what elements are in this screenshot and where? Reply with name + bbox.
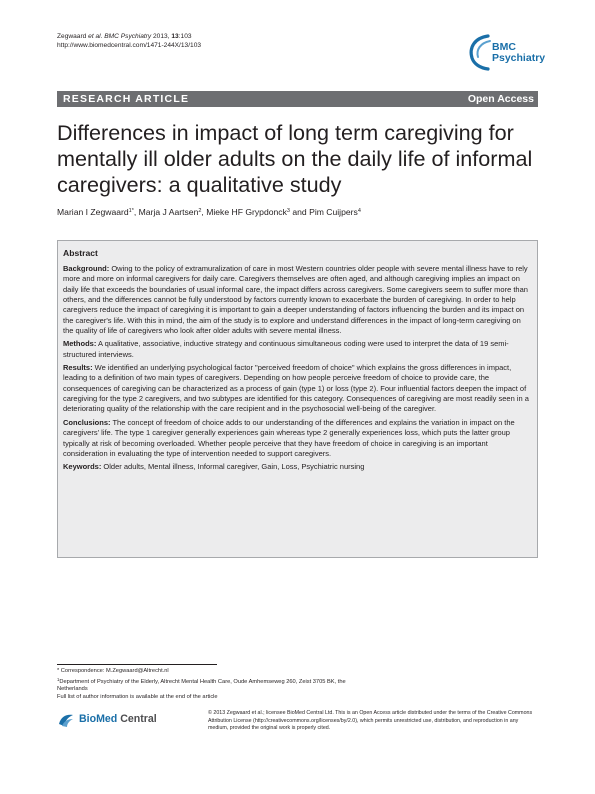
author: Pim Cuijpers$^4$ bbox=[309, 207, 361, 217]
abstract-keywords: Keywords: Older adults, Mental illness, Informal caregiver, Gain, Loss, Psychiatric nursing bbox=[63, 462, 365, 472]
citation-pages: :103 bbox=[178, 33, 192, 40]
citation-year: 2013, bbox=[151, 33, 172, 40]
footnote-divider bbox=[57, 664, 217, 665]
biomed-central-wordmark: BioMed Central bbox=[79, 713, 157, 725]
bmc-swoosh-icon bbox=[466, 32, 494, 72]
abstract-methods: Methods: A qualitative, associative, inductive strategy and continuous simultaneous coding were used to interpret the data of 19 semi-structured interviews. bbox=[63, 339, 509, 359]
author: Marian I Zegwaard$^{1*}$, bbox=[57, 207, 139, 217]
author: Marja J Aartsen$^2$, bbox=[138, 207, 207, 217]
article-title: Differences in impact of long term caregiving for mentally ill older adults on the daily life of informal caregivers: a qualitative study bbox=[57, 120, 533, 197]
correspondence[interactable]: * Correspondence: M.Zegwaard@Altrecht.nl bbox=[57, 668, 169, 674]
abstract-background: Background: Owing to the policy of extramuralization of care in most Western countries older people with severe mental illness have to rely more and more on informal caregivers for daily care. Caregivers themselves are often aged, and although caregiving implies an impact on daily life that exceeds the boundaries of usual informal care, the impact differs across caregivers. Some caregivers seem to suffer more than others, and the differences cannot be fully understood by factors currently known to exacerbate the burden of caregiving. In order to help caregivers reduce the impact of caregiving it is important to gain a deeper understanding of factors influencing the burden and its impact on the caregiver's life. With this in mind, the aim of the study is to explore and understand differences in the impact of long-term caregiving on the quality of life of caregivers who look after older adults with severe mental illness. bbox=[63, 264, 528, 336]
author: Mieke HF Grypdonck$^3$ and bbox=[206, 207, 310, 217]
open-access-label: Open Access bbox=[467, 93, 534, 105]
citation-journal: et al. BMC Psychiatry bbox=[88, 33, 152, 40]
citation bbox=[57, 32, 201, 50]
author-affiliation: 1* bbox=[128, 208, 134, 214]
abstract-body bbox=[63, 264, 533, 476]
citation-line bbox=[57, 32, 201, 41]
citation-volume: 13 bbox=[171, 33, 179, 40]
logo-text-psychiatry: Psychiatry bbox=[492, 52, 546, 64]
author-affiliation: 4 bbox=[357, 208, 361, 214]
footnotes bbox=[57, 668, 357, 702]
full-author-info-note: Full list of author information is available at the end of the article bbox=[57, 694, 218, 701]
article-url[interactable]: http://www.biomedcentral.com/1471-244X/13/103 bbox=[57, 42, 202, 49]
affiliation: $^1$Department of Psychiatry of the Elderly, Altrecht Mental Health Care, Oude Amhemseweg 260, Zeist 3705 BK, the Netherlands bbox=[57, 676, 346, 693]
abstract-heading: Abstract bbox=[63, 248, 98, 258]
article-type-banner bbox=[57, 91, 538, 107]
biomed-central-logo bbox=[57, 712, 175, 728]
author-affiliation: 3 bbox=[286, 208, 290, 214]
license-text: © 2013 Zegwaard et al.; licensee BioMed Central Ltd. This is an Open Access article distributed under the terms of the Creative Commons Attribution License (http://creativecommons.org/licenses/by/2.0), which permits unrestricted use, distribution, and reproduction in any medium, provided the original work is properly cited. bbox=[208, 710, 533, 732]
biomed-central-mark-icon bbox=[57, 712, 75, 728]
bmc-psychiatry-logo bbox=[466, 30, 546, 74]
author-affiliation: 2 bbox=[198, 208, 202, 214]
abstract-conclusions: Conclusions: The concept of freedom of choice adds to our understanding of the differences and explains the variation in impact on the caregivers' life. The type 1 caregiver generally experiences gain whereas type 2 generally experiences loss, which puts the latter group typically at risk of becoming overloaded. Whether people perceive that they have freedom of choice in caregiving is an important consideration in evaluating the type of intervention needed to support caregivers. bbox=[63, 417, 515, 458]
abstract-results: Results: We identified an underlying psychological factor "perceived freedom of choice" which explains the gross differences in impact, leading to a definition of two main types of caregivers. Depending on how people perceive freedom of choice to provide care, the consequences of caregiving can be characterized as a process of gain (type 1) or loss (type 2). Four influential factors deepen the impact of caregiving for the type 2 caregivers, and two subtypes are identified for this category. Consequences of caregiving are most readily seen in a deteriorating quality of the relationship with the care recipient and in the psychosocial well-being of the caregiver. bbox=[63, 363, 529, 414]
author-list bbox=[57, 205, 537, 218]
article-type-label: RESEARCH ARTICLE bbox=[63, 93, 190, 105]
citation-authors: Zegwaard bbox=[57, 33, 89, 40]
logo-text-bmc: BMC bbox=[492, 41, 516, 53]
abstract-box bbox=[57, 240, 538, 558]
